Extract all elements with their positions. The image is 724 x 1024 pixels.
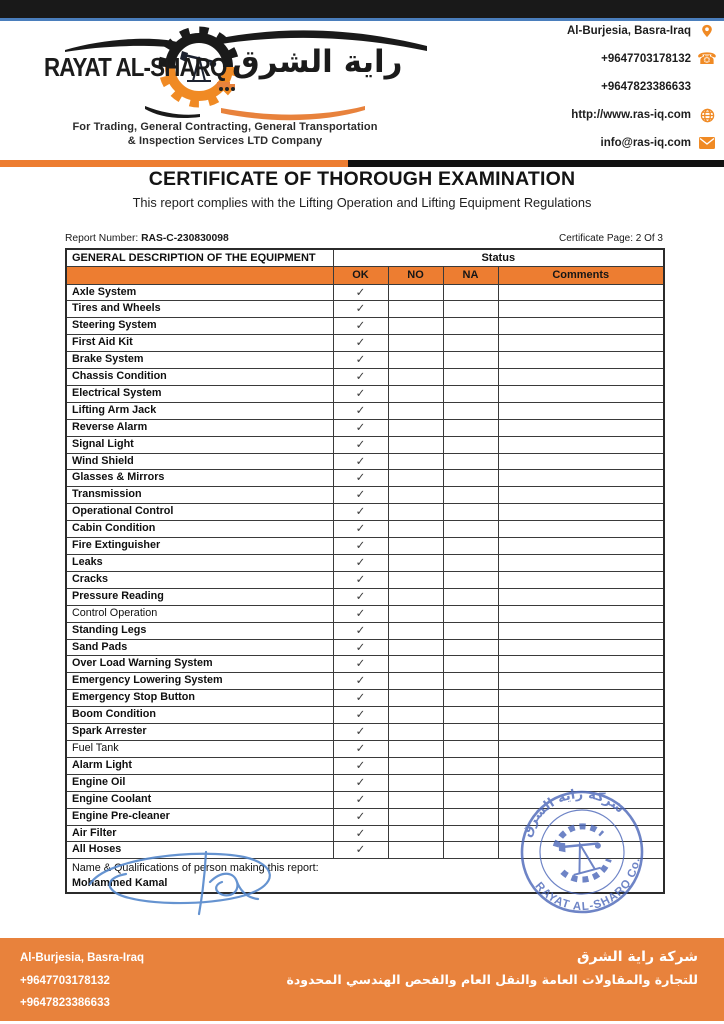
comments-cell	[498, 740, 664, 757]
na-cell	[443, 656, 498, 673]
equipment-item-label: Chassis Condition	[66, 369, 333, 386]
equipment-item-label: First Aid Kit	[66, 335, 333, 352]
comments-cell	[498, 335, 664, 352]
contact-phone-2	[601, 78, 716, 96]
comments-cell	[498, 453, 664, 470]
comments-cell	[498, 690, 664, 707]
no-cell	[388, 369, 443, 386]
no-cell	[388, 436, 443, 453]
ok-checkmark: ✓	[333, 740, 388, 757]
table-row	[66, 757, 664, 774]
no-cell	[388, 352, 443, 369]
equipment-item-label: Steering System	[66, 318, 333, 335]
no-cell	[388, 656, 443, 673]
table-header-row	[66, 249, 664, 266]
no-cell	[388, 521, 443, 538]
ok-checkmark: ✓	[333, 453, 388, 470]
ok-checkmark: ✓	[333, 538, 388, 555]
comments-cell	[498, 639, 664, 656]
no-cell	[388, 639, 443, 656]
table-row	[66, 335, 664, 352]
na-cell	[443, 791, 498, 808]
comments-cell	[498, 436, 664, 453]
tagline-line2: & Inspection Services LTD Company	[127, 134, 323, 147]
comments-cell	[498, 673, 664, 690]
col-header-na: NA	[443, 266, 498, 284]
equipment-item-label: Pressure Reading	[66, 588, 333, 605]
table-row	[66, 673, 664, 690]
no-cell	[388, 470, 443, 487]
no-cell	[388, 842, 443, 859]
comments-cell	[498, 757, 664, 774]
comments-cell	[498, 385, 664, 402]
ok-checkmark: ✓	[333, 352, 388, 369]
location-pin-icon	[698, 23, 716, 40]
report-maker-name: Mohammed Kamal	[72, 876, 168, 889]
table-row	[66, 504, 664, 521]
contact-website	[571, 106, 716, 124]
table-row	[66, 521, 664, 538]
table-row	[66, 622, 664, 639]
comments-cell	[498, 369, 664, 386]
na-cell	[443, 453, 498, 470]
comments-cell	[498, 402, 664, 419]
equipment-item-label: Control Operation	[66, 605, 333, 622]
company-name-en: RAYAT AL-SHARQ	[44, 52, 227, 82]
ok-checkmark: ✓	[333, 555, 388, 572]
table-row	[66, 470, 664, 487]
report-number-label: Report Number:	[65, 233, 142, 244]
table-row	[66, 740, 664, 757]
table-row	[66, 555, 664, 572]
equipment-item-label: Cracks	[66, 571, 333, 588]
ok-checkmark: ✓	[333, 369, 388, 386]
na-cell	[443, 690, 498, 707]
na-cell	[443, 301, 498, 318]
na-cell	[443, 588, 498, 605]
equipment-item-label: Alarm Light	[66, 757, 333, 774]
ok-checkmark: ✓	[333, 301, 388, 318]
na-cell	[443, 284, 498, 301]
equipment-item-label: Glasses & Mirrors	[66, 470, 333, 487]
equipment-item-label: Wind Shield	[66, 453, 333, 470]
footer-company-ar: شركة راية الشرق	[577, 949, 698, 965]
ok-checkmark: ✓	[333, 470, 388, 487]
na-cell	[443, 402, 498, 419]
equipment-item-label: Spark Arrester	[66, 724, 333, 741]
table-row	[66, 707, 664, 724]
no-cell	[388, 673, 443, 690]
equipment-item-label: Fire Extinguisher	[66, 538, 333, 555]
na-cell	[443, 538, 498, 555]
ok-checkmark: ✓	[333, 639, 388, 656]
na-cell	[443, 369, 498, 386]
equipment-item-label: Operational Control	[66, 504, 333, 521]
stamp-latin-text: RAYAT AL-SHARQ Co.	[532, 856, 643, 914]
report-meta-row	[65, 233, 663, 244]
equipment-item-label: Transmission	[66, 487, 333, 504]
no-cell	[388, 740, 443, 757]
ok-checkmark: ✓	[333, 571, 388, 588]
no-cell	[388, 791, 443, 808]
na-cell	[443, 318, 498, 335]
ok-checkmark: ✓	[333, 504, 388, 521]
ok-checkmark: ✓	[333, 335, 388, 352]
globe-icon	[698, 107, 716, 124]
comments-cell	[498, 284, 664, 301]
no-cell	[388, 555, 443, 572]
company-tagline	[25, 121, 425, 148]
equipment-item-label: Engine Coolant	[66, 791, 333, 808]
col-header-comments: Comments	[498, 266, 664, 284]
no-cell	[388, 808, 443, 825]
footer-arabic-block	[287, 949, 699, 987]
ok-checkmark: ✓	[333, 707, 388, 724]
table-row	[66, 369, 664, 386]
na-cell	[443, 740, 498, 757]
equipment-table-body	[66, 284, 664, 859]
na-cell	[443, 825, 498, 842]
no-cell	[388, 622, 443, 639]
equipment-item-label: Axle System	[66, 284, 333, 301]
no-cell	[388, 487, 443, 504]
comments-cell	[498, 571, 664, 588]
ok-checkmark: ✓	[333, 605, 388, 622]
na-cell	[443, 724, 498, 741]
no-cell	[388, 504, 443, 521]
comments-cell	[498, 318, 664, 335]
table-row	[66, 639, 664, 656]
no-cell	[388, 385, 443, 402]
table-row	[66, 487, 664, 504]
stamp-arabic-text: شركة راية الشرق	[519, 786, 628, 840]
equipment-item-label: Air Filter	[66, 825, 333, 842]
no-cell	[388, 825, 443, 842]
contact-phone-1	[601, 50, 716, 68]
no-cell	[388, 571, 443, 588]
footer-contact-block	[20, 947, 144, 1015]
status-subheader-spacer	[66, 266, 333, 284]
ok-checkmark: ✓	[333, 385, 388, 402]
equipment-item-label: Emergency Lowering System	[66, 673, 333, 690]
no-cell	[388, 419, 443, 436]
comments-cell	[498, 538, 664, 555]
company-stamp	[510, 782, 654, 922]
certificate-title: CERTIFICATE OF THOROUGH EXAMINATION	[148, 168, 576, 190]
contact-address-text: Al-Burjesia, Basra-Iraq	[567, 25, 691, 37]
table-row	[66, 538, 664, 555]
equipment-item-label: Sand Pads	[66, 639, 333, 656]
col-header-status: Status	[333, 249, 664, 266]
table-row	[66, 453, 664, 470]
equipment-item-label: Signal Light	[66, 436, 333, 453]
top-decoration-bar	[0, 0, 724, 21]
na-cell	[443, 842, 498, 859]
footer-address: Al-Burjesia, Basra-Iraq	[20, 952, 144, 964]
contact-email	[601, 134, 716, 152]
equipment-item-label: Standing Legs	[66, 622, 333, 639]
equipment-item-label: Reverse Alarm	[66, 419, 333, 436]
envelope-icon	[698, 135, 716, 152]
comments-cell	[498, 724, 664, 741]
no-cell	[388, 284, 443, 301]
ok-checkmark: ✓	[333, 842, 388, 859]
report-number	[65, 233, 229, 244]
ok-checkmark: ✓	[333, 318, 388, 335]
na-cell	[443, 487, 498, 504]
equipment-item-label: Engine Oil	[66, 774, 333, 791]
na-cell	[443, 622, 498, 639]
comments-cell	[498, 419, 664, 436]
table-row	[66, 352, 664, 369]
equipment-item-label: Brake System	[66, 352, 333, 369]
phone-icon: ☎	[697, 49, 717, 68]
comments-cell	[498, 707, 664, 724]
no-cell	[388, 335, 443, 352]
na-cell	[443, 605, 498, 622]
ok-checkmark: ✓	[333, 588, 388, 605]
comments-cell	[498, 605, 664, 622]
footer-bar	[0, 938, 724, 1021]
na-cell	[443, 352, 498, 369]
table-row	[66, 284, 664, 301]
equipment-item-label: All Hoses	[66, 842, 333, 859]
equipment-item-label: Leaks	[66, 555, 333, 572]
equipment-item-label: Fuel Tank	[66, 740, 333, 757]
ok-checkmark: ✓	[333, 791, 388, 808]
no-cell	[388, 588, 443, 605]
tagline-line1: For Trading, General Contracting, General Transportation	[72, 121, 378, 133]
ok-checkmark: ✓	[333, 757, 388, 774]
equipment-item-label: Tires and Wheels	[66, 301, 333, 318]
ok-checkmark: ✓	[333, 419, 388, 436]
equipment-item-label: Over Load Warning System	[66, 656, 333, 673]
no-cell	[388, 690, 443, 707]
equipment-item-label: Emergency Stop Button	[66, 690, 333, 707]
comments-cell	[498, 521, 664, 538]
contact-phone2-text: +9647823386633	[601, 81, 691, 93]
na-cell	[443, 571, 498, 588]
comments-cell	[498, 622, 664, 639]
na-cell	[443, 521, 498, 538]
table-row	[66, 656, 664, 673]
contact-email-text: info@ras-iq.com	[600, 137, 691, 149]
report-maker-label: Name & Qualifications of person making this report:	[72, 862, 319, 875]
footer-description-ar: للتجارة والمقاولات العامة والنقل العام والفحص الهندسي المحدودة	[286, 972, 698, 987]
no-cell	[388, 538, 443, 555]
contact-website-text: http://www.ras-iq.com	[571, 109, 691, 121]
equipment-item-label: Cabin Condition	[66, 521, 333, 538]
na-cell	[443, 335, 498, 352]
ok-checkmark: ✓	[333, 487, 388, 504]
ok-checkmark: ✓	[333, 808, 388, 825]
col-header-no: NO	[388, 266, 443, 284]
na-cell	[443, 436, 498, 453]
no-cell	[388, 724, 443, 741]
no-cell	[388, 318, 443, 335]
na-cell	[443, 470, 498, 487]
comments-cell	[498, 656, 664, 673]
na-cell	[443, 774, 498, 791]
na-cell	[443, 639, 498, 656]
no-cell	[388, 402, 443, 419]
equipment-item-label: Engine Pre-cleaner	[66, 808, 333, 825]
ok-checkmark: ✓	[333, 622, 388, 639]
na-cell	[443, 808, 498, 825]
na-cell	[443, 504, 498, 521]
ok-checkmark: ✓	[333, 690, 388, 707]
na-cell	[443, 555, 498, 572]
table-subheader-row	[66, 266, 664, 284]
icon-spacer	[698, 79, 716, 96]
contact-address	[567, 22, 716, 40]
table-row	[66, 402, 664, 419]
ok-checkmark: ✓	[333, 521, 388, 538]
table-row	[66, 436, 664, 453]
ok-checkmark: ✓	[333, 673, 388, 690]
table-row	[66, 419, 664, 436]
ok-checkmark: ✓	[333, 402, 388, 419]
table-row	[66, 724, 664, 741]
no-cell	[388, 707, 443, 724]
no-cell	[388, 605, 443, 622]
na-cell	[443, 757, 498, 774]
table-row	[66, 318, 664, 335]
truck-icon	[217, 82, 235, 91]
ok-checkmark: ✓	[333, 656, 388, 673]
table-row	[66, 301, 664, 318]
equipment-item-label: Electrical System	[66, 385, 333, 402]
certificate-page-number: Certificate Page: 2 Of 3	[559, 233, 663, 244]
table-row	[66, 571, 664, 588]
col-header-ok: OK	[333, 266, 388, 284]
equipment-item-label: Lifting Arm Jack	[66, 402, 333, 419]
comments-cell	[498, 555, 664, 572]
contact-phone1-text: +9647703178132	[601, 53, 691, 65]
na-cell	[443, 385, 498, 402]
table-row	[66, 690, 664, 707]
comments-cell	[498, 504, 664, 521]
header-divider	[0, 160, 724, 167]
no-cell	[388, 774, 443, 791]
no-cell	[388, 301, 443, 318]
equipment-item-label: Boom Condition	[66, 707, 333, 724]
ok-checkmark: ✓	[333, 284, 388, 301]
company-name-ar: راية الشرق	[232, 44, 403, 80]
no-cell	[388, 757, 443, 774]
table-row	[66, 588, 664, 605]
report-number-value: RAS-C-230830098	[141, 233, 229, 244]
table-row	[66, 385, 664, 402]
comments-cell	[498, 352, 664, 369]
ok-checkmark: ✓	[333, 825, 388, 842]
signature-scribble	[78, 842, 328, 927]
comments-cell	[498, 470, 664, 487]
col-header-description: GENERAL DESCRIPTION OF THE EQUIPMENT	[66, 249, 333, 266]
footer-phone-2: +9647823386633	[20, 997, 110, 1009]
footer-phone-1: +9647703178132	[20, 974, 110, 987]
ok-checkmark: ✓	[333, 436, 388, 453]
na-cell	[443, 673, 498, 690]
certificate-subtitle: This report complies with the Lifting Operation and Lifting Equipment Regulations	[132, 195, 592, 210]
comments-cell	[498, 588, 664, 605]
comments-cell	[498, 301, 664, 318]
comments-cell	[498, 487, 664, 504]
ok-checkmark: ✓	[333, 724, 388, 741]
table-row	[66, 605, 664, 622]
ok-checkmark: ✓	[333, 774, 388, 791]
no-cell	[388, 453, 443, 470]
na-cell	[443, 707, 498, 724]
na-cell	[443, 419, 498, 436]
